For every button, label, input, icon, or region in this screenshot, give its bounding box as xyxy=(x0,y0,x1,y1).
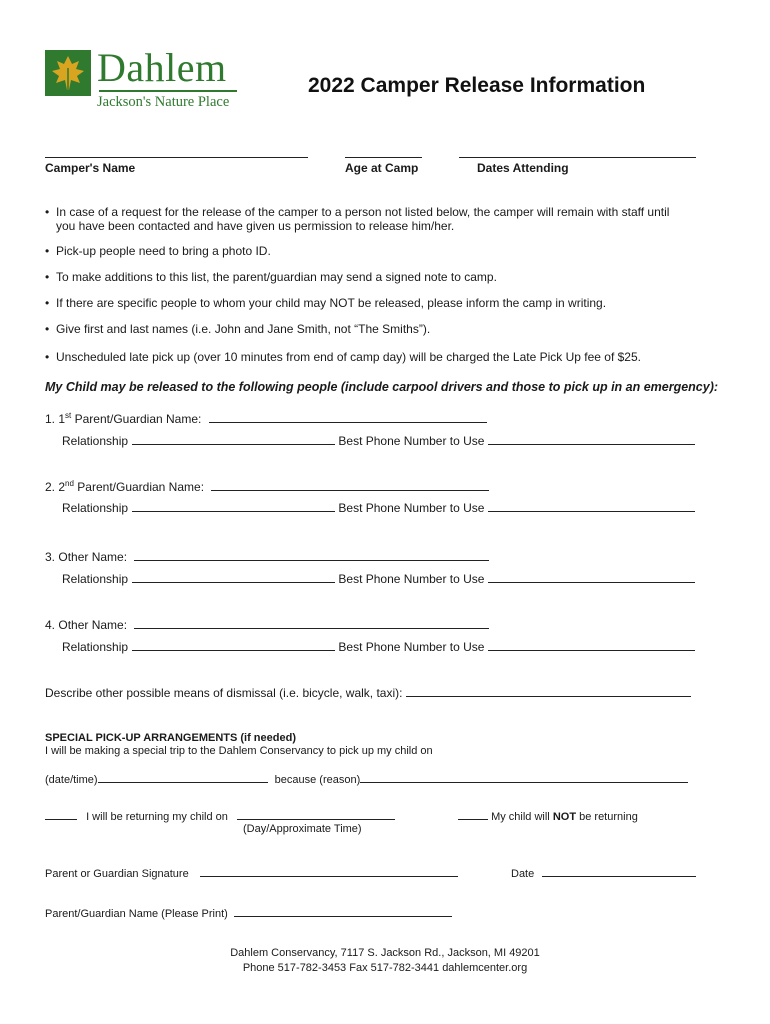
signature-row: Parent or Guardian Signature xyxy=(45,865,458,881)
leaf-icon xyxy=(45,50,91,96)
not-returning-row: My child will NOT be returning xyxy=(458,808,638,824)
returning-checkbox-line[interactable] xyxy=(45,808,77,820)
page-title: 2022 Camper Release Information xyxy=(308,74,646,97)
footer xyxy=(0,946,770,976)
bullet-item: • To make additions to this list, the parent/guardian may send a signed note to camp. xyxy=(45,270,497,284)
logo-name: Dahlem xyxy=(97,45,227,90)
dates-attending-field[interactable] xyxy=(459,157,696,158)
logo-underline xyxy=(99,90,237,92)
bullet-item-continuation: you have been contacted and have given us permission to release him/her. xyxy=(56,219,455,233)
person-1-name-field[interactable] xyxy=(209,411,487,423)
person-3-relationship-field[interactable] xyxy=(132,571,335,583)
footer-contact: Phone 517-782-3453 Fax 517-782-3441 dahlemcenter.org xyxy=(242,962,528,974)
special-reason-field[interactable] xyxy=(360,771,688,783)
bullet-item: • Give first and last names (i.e. John and Jane Smith, not “The Smiths”). xyxy=(45,322,431,336)
bullet-dot: • xyxy=(45,350,50,364)
returning-day-field[interactable] xyxy=(237,808,395,820)
date-field[interactable] xyxy=(542,865,696,877)
person-1-name-row: 1. 1st Parent/Guardian Name: xyxy=(45,411,487,427)
not-returning-checkbox-line[interactable] xyxy=(458,808,488,820)
day-time-label: (Day/Approximate Time) xyxy=(243,823,362,835)
person-4-name-field[interactable] xyxy=(134,617,489,629)
dismissal-row: Describe other possible means of dismissal (i.e. bicycle, walk, taxi): xyxy=(45,685,691,701)
print-name-field[interactable] xyxy=(234,905,452,917)
bullet-dot: • xyxy=(45,296,50,310)
returning-row: I will be returning my child on xyxy=(45,808,395,824)
camper-name-field[interactable] xyxy=(45,157,308,158)
age-at-camp-field[interactable] xyxy=(345,157,422,158)
person-4-phone-field[interactable] xyxy=(488,639,695,651)
person-2-phone-field[interactable] xyxy=(488,500,695,512)
person-4-contact-row: Relationship Best Phone Number to Use xyxy=(62,639,695,655)
footer-address: Dahlem Conservancy, 7117 S. Jackson Rd., Jackson, MI 49201 xyxy=(230,947,540,959)
age-at-camp-label: Age at Camp xyxy=(345,161,419,175)
dates-attending-label: Dates Attending xyxy=(477,161,569,175)
person-2-relationship-field[interactable] xyxy=(132,500,335,512)
bullet-dot: • xyxy=(45,270,50,284)
special-heading: SPECIAL PICK-UP ARRANGEMENTS (if needed) xyxy=(45,732,296,744)
person-2-name-row: 2. 2nd Parent/Guardian Name: xyxy=(45,479,489,495)
print-name-row: Parent/Guardian Name (Please Print) xyxy=(45,905,452,921)
person-4-name-row: 4. Other Name: xyxy=(45,617,489,633)
person-3-contact-row: Relationship Best Phone Number to Use xyxy=(62,571,695,587)
release-heading: My Child may be released to the following people (include carpool drivers and those to pick up in an emergency): xyxy=(45,380,719,394)
bullet-item: • Pick-up people need to bring a photo ID. xyxy=(45,244,271,258)
dahlem-logo xyxy=(45,45,255,112)
special-intro: I will be making a special trip to the Dahlem Conservancy to pick up my child on xyxy=(45,745,433,757)
dismissal-field[interactable] xyxy=(406,685,691,697)
person-2-name-field[interactable] xyxy=(211,479,489,491)
bullet-dot: • xyxy=(45,244,50,258)
special-datetime-field[interactable] xyxy=(98,771,268,783)
person-3-phone-field[interactable] xyxy=(488,571,695,583)
person-3-name-field[interactable] xyxy=(134,549,489,561)
date-row: Date xyxy=(511,865,696,881)
bullet-item: • In case of a request for the release of the camper to a person not listed below, the camper will remain with staff until xyxy=(45,205,670,219)
logo-tagline: Jackson's Nature Place xyxy=(97,94,230,110)
person-1-relationship-field[interactable] xyxy=(132,433,335,445)
person-1-contact-row: Relationship Best Phone Number to Use xyxy=(62,433,695,449)
signature-field[interactable] xyxy=(200,865,458,877)
bullet-dot: • xyxy=(45,322,50,336)
bullet-dot: • xyxy=(45,205,50,219)
bullet-item: • Unscheduled late pick up (over 10 minutes from end of camp day) will be charged the Late Pick Up fee of $25. xyxy=(45,350,641,364)
camper-name-label: Camper's Name xyxy=(45,161,136,175)
person-3-name-row: 3. Other Name: xyxy=(45,549,489,565)
person-1-phone-field[interactable] xyxy=(488,433,695,445)
person-2-contact-row: Relationship Best Phone Number to Use xyxy=(62,500,695,516)
bullet-item: • If there are specific people to whom your child may NOT be released, please inform the camp in writing. xyxy=(45,296,607,310)
special-datetime-row: (date/time) because (reason) xyxy=(45,771,688,787)
person-4-relationship-field[interactable] xyxy=(132,639,335,651)
